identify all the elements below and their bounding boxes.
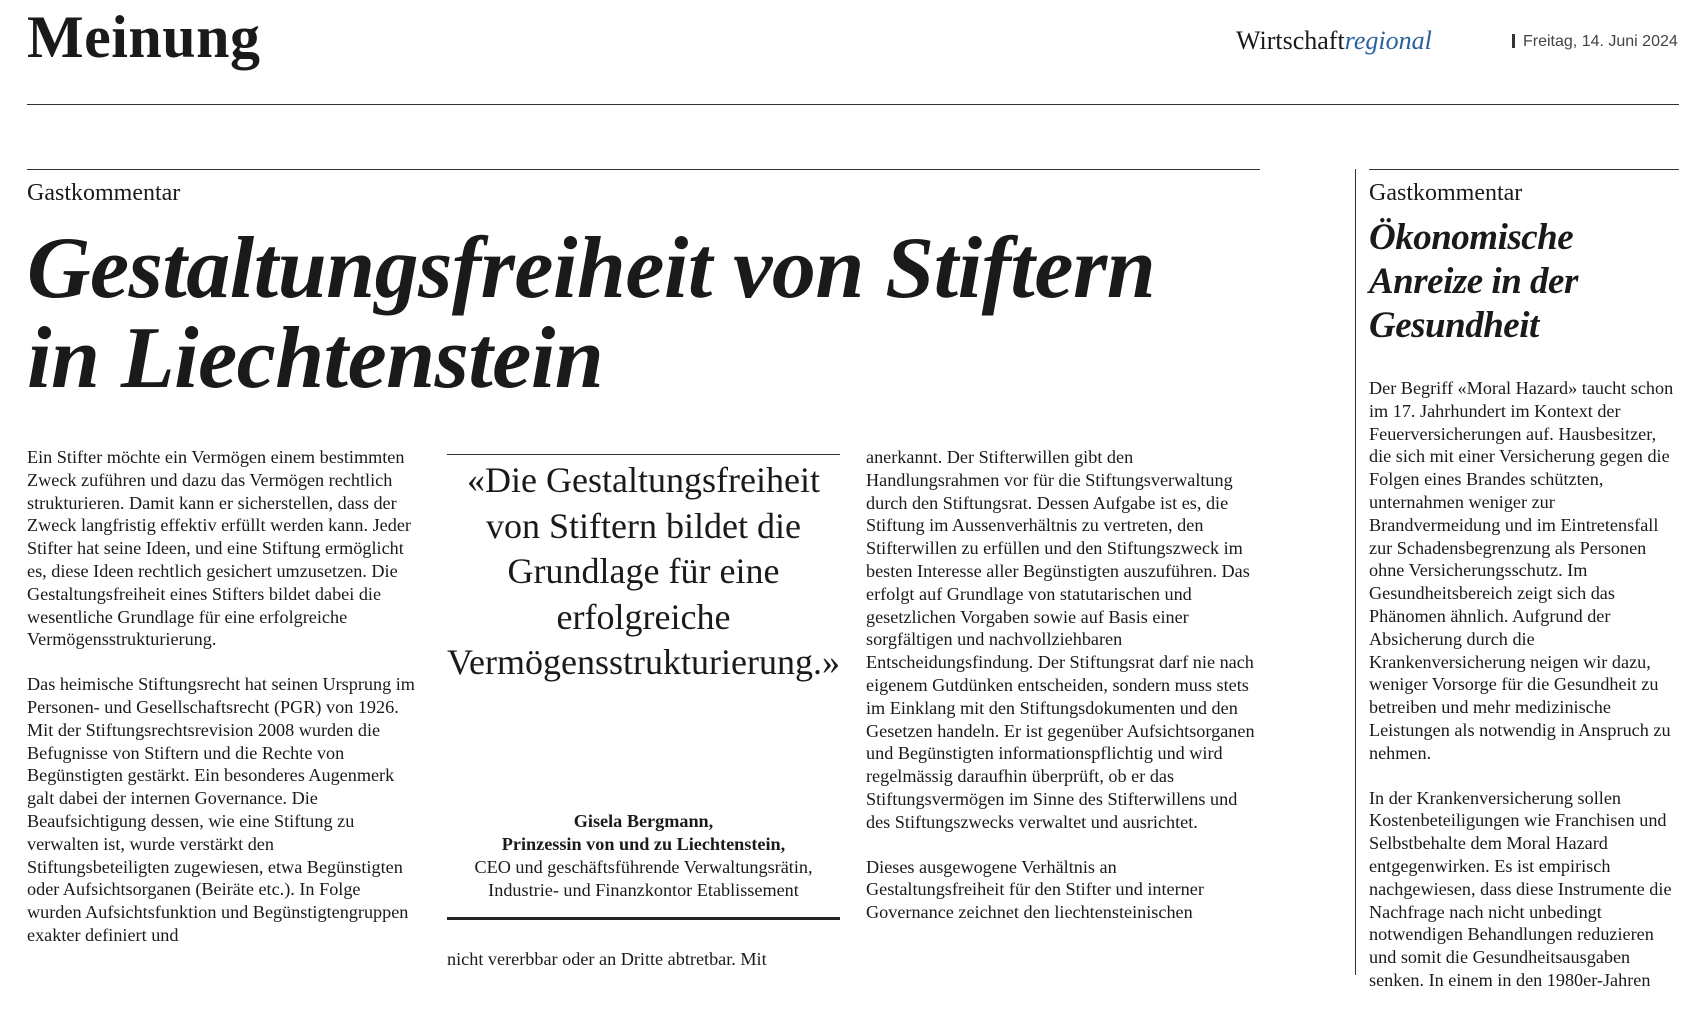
paragraph: Der Begriff «Moral Hazard» taucht schon im 17. Jahrhundert im Kontext der Feuerversicherungen auf. Hausbesitzer, die sich mit einer Versicherung gegen die Folgen eines Brandes schützten, unternahmen weniger zur Brandvermeidung und im Eintretensfall zur Schadensbegrenzung als Personen ohne Versicherungsschutz. Im Gesundheitsbereich zeigt sich das Phänomen ähnlich. Aufgrund der Absicherung durch die Krankenversicherung neigen wir dazu, weniger Vorsorge für die Gesundheit zu betreiben und mehr medizinische Leistungen als notwendig in Anspruch zu nehmen. (1369, 378, 1674, 763)
article-column-3 (866, 446, 1258, 946)
pullquote: «Die Gestaltungsfreiheit von Stiftern bildet die Grundlage für eine erfolgreiche Vermögensstrukturierung.» (447, 460, 840, 682)
author-byline (447, 810, 840, 902)
author-title: Prinzessin von und zu Liechtenstein, (501, 834, 786, 854)
paragraph: Ein Stifter möchte ein Vermögen einem bestimmten Zweck zuführen und dazu das Vermögen rechtlich strukturieren. Damit kann er sicherstellen, dass der Zweck langfristig effektiv erfüllt werden kann. Jeder Stifter hat seine Ideen, und eine Stiftung ermöglicht es, diese Ideen rechtlich gesichert umzusetzen. Die Gestaltungsfreiheit eines Stifters bildet dabei die wesentliche Grundlage für eine erfolgreiche Vermögensstrukturierung. (27, 447, 411, 650)
paragraph: anerkannt. Der Stifterwillen gibt den Handlungsrahmen vor für die Stiftungsverwaltung durch den Stiftungsrat. Dessen Aufgabe ist es, die Stiftung im Aussenverhältnis zu vertreten, den Stifterwillen zu erfüllen und den Stiftungszweck im besten Interesse aller Begünstigten auszuführen. Das erfolgt auf Grundlage von statutarischen und gesetzlichen Vorgaben sowie auf Basis einer sorgfältigen und nachvollziehbaren Entscheidungsfindung. Der Stiftungsrat darf nie nach eigenem Gutdünken entscheiden, sondern muss stets im Einklang mit den Stiftungsdokumenten und den Gesetzen handeln. Er ist gegenüber Aufsichtsorganen und Begünstigten informationspflichtig und wird regelmässig daraufhin überprüft, ob er das Stiftungsvermögen im Sinne des Stifterwillens und des Stiftungszwecks verwaltet und ausrichtet. (866, 447, 1255, 832)
pullquote-rule-bottom (447, 917, 840, 920)
headline-line-1: Gestaltungsfreiheit von Stiftern (27, 220, 1156, 317)
sidebar-divider (1355, 169, 1356, 975)
brand-accent: regional (1344, 26, 1432, 55)
section-title: Meinung (27, 4, 261, 70)
brand-name: Wirtschaft (1236, 26, 1345, 55)
pullquote-rule-top (447, 454, 840, 455)
issue-date (1512, 32, 1678, 52)
author-role: CEO und geschäftsführende Verwaltungsrätin, (474, 857, 813, 877)
headline-line-2: in Liechtenstein (27, 310, 604, 407)
sidebar-headline: Ökonomische Anreize in der Gesundheit (1369, 217, 1578, 346)
paragraph: In der Krankenversicherung sollen Kostenbeteiligungen wie Franchisen und Selbstbehalte dem Moral Hazard entgegenwirken. Es ist empirisch nachgewiesen, dass diese Instrumente die Nachfrage nach nicht unbedingt notwendigen Behandlungen reduzieren und somit die Gesundheitsausgaben senken. In einem in den 1980er-Jahren (1369, 787, 1672, 990)
author-company: Industrie- und Finanzkontor Etablissement (488, 880, 799, 900)
masthead-logo[interactable] (1236, 26, 1432, 56)
article-kicker: Gastkommentar (27, 180, 181, 206)
date-divider (1512, 34, 1515, 48)
article-rule (27, 169, 1260, 170)
article-column-1 (27, 446, 419, 969)
author-name: Gisela Bergmann, (573, 811, 714, 831)
sidebar-kicker: Gastkommentar (1369, 180, 1523, 206)
article-headline (27, 220, 1267, 407)
sidebar-rule (1369, 169, 1679, 170)
date-text: Freitag, 14. Juni 2024 (1523, 33, 1678, 50)
paragraph: Das heimische Stiftungsrecht hat seinen Ursprung im Personen- und Gesellschaftsrecht (PGR) von 1926. Mit der Stiftungsrechtsrevision 2008 wurden die Befugnisse von Stiftern und die Rechte von Begünstigten gestärkt. Ein besonderes Augenmerk galt dabei der internen Governance. Die Beaufsichtigung dessen, wie eine Stiftung zu verwalten ist, wurde verstärkt den Stiftungsbeteiligten zugewiesen, etwa Begünstigten oder Aufsichtsorganen (Beiräte etc.). In Folge wurden Aufsichtsfunktion und Begünstigtengruppen exakter definiert und (27, 674, 415, 945)
paragraph: Dieses ausgewogene Verhältnis an Gestaltungsfreiheit für den Stifter und interner Governance zeichnet den liechtensteinischen (866, 856, 1204, 923)
sidebar-column (1369, 377, 1679, 1014)
article-column-2: nicht vererbbar oder an Dritte abtretbar. Mit (447, 949, 767, 969)
header-rule (27, 104, 1679, 105)
